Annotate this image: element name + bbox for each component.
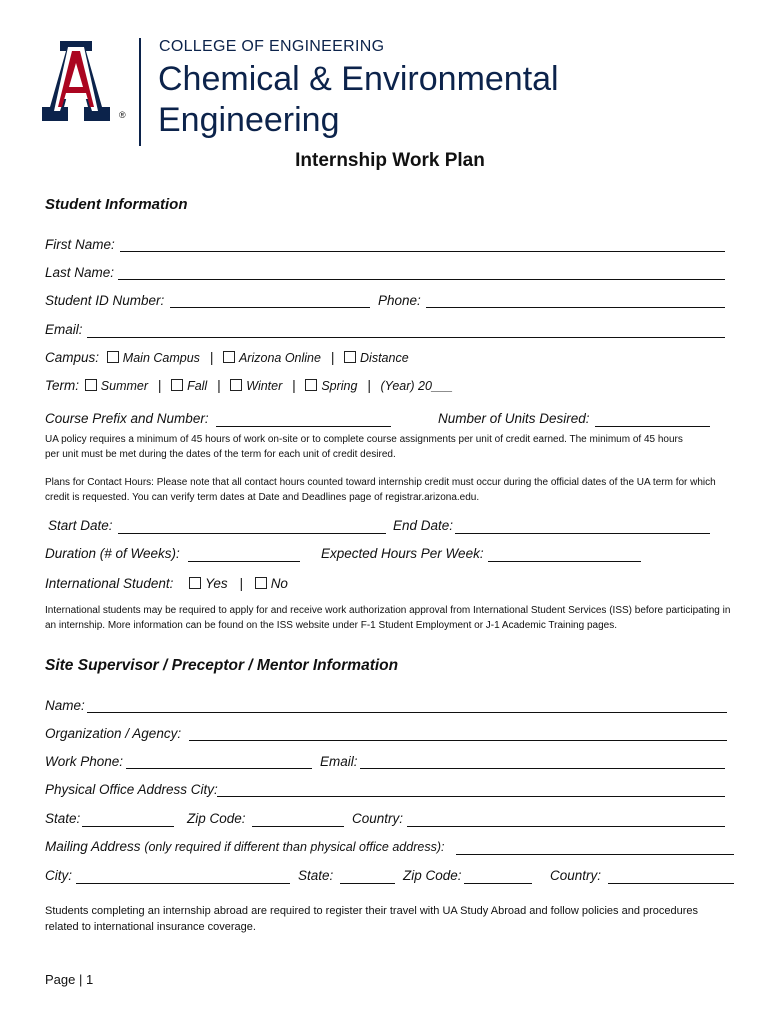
separator: | xyxy=(209,350,214,365)
start-date-field[interactable] xyxy=(118,533,386,534)
supervisor-name-field[interactable] xyxy=(87,712,727,713)
mailing-label: Mailing Address xyxy=(45,839,141,854)
city-label: City: xyxy=(45,868,72,883)
work-phone-label: Work Phone: xyxy=(45,754,124,769)
ua-block-a-icon xyxy=(34,41,118,121)
year-field[interactable]: (Year) 20___ xyxy=(380,379,453,393)
mailing-state-label: State: xyxy=(298,868,334,883)
work-phone-field[interactable] xyxy=(126,768,312,769)
physical-city-field[interactable] xyxy=(217,796,725,797)
contact-hours-text: Plans for Contact Hours: Please note that all contact hours counted toward internship credit must occur during the official dates of the UA term for which credit is requested. You can verify term dates at Date and Deadlines page of registrar.arizona.edu. xyxy=(45,477,716,503)
separator: | xyxy=(157,378,162,393)
mailing-state-field[interactable] xyxy=(340,883,395,884)
phone-field[interactable] xyxy=(426,307,725,308)
duration-field[interactable] xyxy=(188,561,300,562)
campus-distance-checkbox[interactable] xyxy=(344,351,356,363)
site-info-heading: Site Supervisor / Preceptor / Mentor Information xyxy=(45,657,399,674)
international-no-checkbox[interactable] xyxy=(255,577,267,589)
campus-online-label: Arizona Online xyxy=(238,351,321,365)
term-fall-label: Fall xyxy=(187,379,208,393)
international-text: International students may be required to apply for and receive work authorization approval from International Student Services (ISS) before participating in an internship. More information can be found on the ISS website under F-1 Student Employment or J-1 Academic Training pages. xyxy=(45,605,731,631)
supervisor-email-field[interactable] xyxy=(360,768,725,769)
page-number: Page | 1 xyxy=(45,972,94,987)
state-field[interactable] xyxy=(82,826,174,827)
organization-label: Organization / Agency: xyxy=(45,726,182,741)
supervisor-email-label: Email: xyxy=(320,754,358,769)
mailing-country-field[interactable] xyxy=(608,883,734,884)
term-winter-checkbox[interactable] xyxy=(230,379,242,391)
header-divider xyxy=(139,38,141,146)
mailing-field[interactable] xyxy=(456,854,734,855)
international-yes-checkbox[interactable] xyxy=(189,577,201,589)
state-label: State: xyxy=(45,811,81,826)
separator: | xyxy=(367,378,371,393)
student-id-label: Student ID Number: xyxy=(45,293,165,308)
policy-text: UA policy requires a minimum of 45 hours of work on-site or to complete course assignments per unit of credit earned. The minimum of 45 hours per unit must be met during the dates of the term for each unit of credit desired. xyxy=(45,434,683,460)
duration-label: Duration (# of Weeks): xyxy=(45,546,180,561)
mailing-zip-field[interactable] xyxy=(464,883,532,884)
email-label: Email: xyxy=(45,322,83,337)
mailing-zip-label: Zip Code: xyxy=(403,868,462,883)
department-name-line2: Engineering xyxy=(158,101,340,139)
college-name: COLLEGE OF ENGINEERING xyxy=(159,38,385,55)
registered-mark: ® xyxy=(119,110,126,120)
term-label: Term: xyxy=(45,378,80,393)
units-field[interactable] xyxy=(595,426,710,427)
term-fall-checkbox[interactable] xyxy=(171,379,183,391)
campus-distance-label: Distance xyxy=(360,351,409,365)
phone-label: Phone: xyxy=(378,293,421,308)
zip-label: Zip Code: xyxy=(187,811,246,826)
last-name-label: Last Name: xyxy=(45,265,115,280)
organization-field[interactable] xyxy=(189,740,727,741)
expected-hours-label: Expected Hours Per Week: xyxy=(321,546,484,561)
zip-field[interactable] xyxy=(252,826,344,827)
country-field[interactable] xyxy=(407,826,725,827)
email-field[interactable] xyxy=(87,337,725,338)
start-date-label: Start Date: xyxy=(48,518,113,533)
supervisor-name-label: Name: xyxy=(45,698,85,713)
campus-main-label: Main Campus xyxy=(122,351,200,365)
term-spring-label: Spring xyxy=(321,379,358,393)
student-info-heading: Student Information xyxy=(45,196,188,213)
city-field[interactable] xyxy=(76,883,290,884)
term-winter-label: Winter xyxy=(246,379,283,393)
term-row xyxy=(45,378,453,393)
page-title: Internship Work Plan xyxy=(295,150,485,171)
course-prefix-field[interactable] xyxy=(216,426,391,427)
department-name-line1: Chemical & Environmental xyxy=(158,60,559,98)
separator: | xyxy=(292,378,296,393)
units-label: Number of Units Desired: xyxy=(438,411,590,426)
physical-city-label: Physical Office Address City: xyxy=(45,782,218,797)
ua-logo xyxy=(34,41,118,121)
expected-hours-field[interactable] xyxy=(488,561,641,562)
mailing-note: (only required if different than physical office address): xyxy=(144,840,445,854)
term-summer-label: Summer xyxy=(100,379,149,393)
end-date-label: End Date: xyxy=(393,518,454,533)
international-label: International Student: xyxy=(45,576,174,591)
separator: | xyxy=(216,378,221,393)
international-no-label: No xyxy=(270,576,288,591)
international-yes-label: Yes xyxy=(205,576,228,591)
student-id-field[interactable] xyxy=(170,307,370,308)
campus-online-checkbox[interactable] xyxy=(223,351,235,363)
campus-row xyxy=(45,350,409,365)
mailing-row xyxy=(45,839,444,854)
campus-main-checkbox[interactable] xyxy=(107,351,119,363)
abroad-text: Students completing an internship abroad are required to register their travel with UA Study Abroad and follow policies and procedures related to international insurance coverage. xyxy=(45,905,699,933)
end-date-field[interactable] xyxy=(455,533,710,534)
campus-label: Campus: xyxy=(45,350,100,365)
first-name-label: First Name: xyxy=(45,237,115,252)
mailing-country-label: Country: xyxy=(550,868,602,883)
course-prefix-label: Course Prefix and Number: xyxy=(45,411,209,426)
country-label: Country: xyxy=(352,811,404,826)
separator: | xyxy=(239,576,243,591)
term-spring-checkbox[interactable] xyxy=(305,379,317,391)
international-row xyxy=(45,576,288,591)
separator: | xyxy=(330,350,335,365)
last-name-field[interactable] xyxy=(118,279,725,280)
first-name-field[interactable] xyxy=(120,251,725,252)
term-summer-checkbox[interactable] xyxy=(85,379,97,391)
